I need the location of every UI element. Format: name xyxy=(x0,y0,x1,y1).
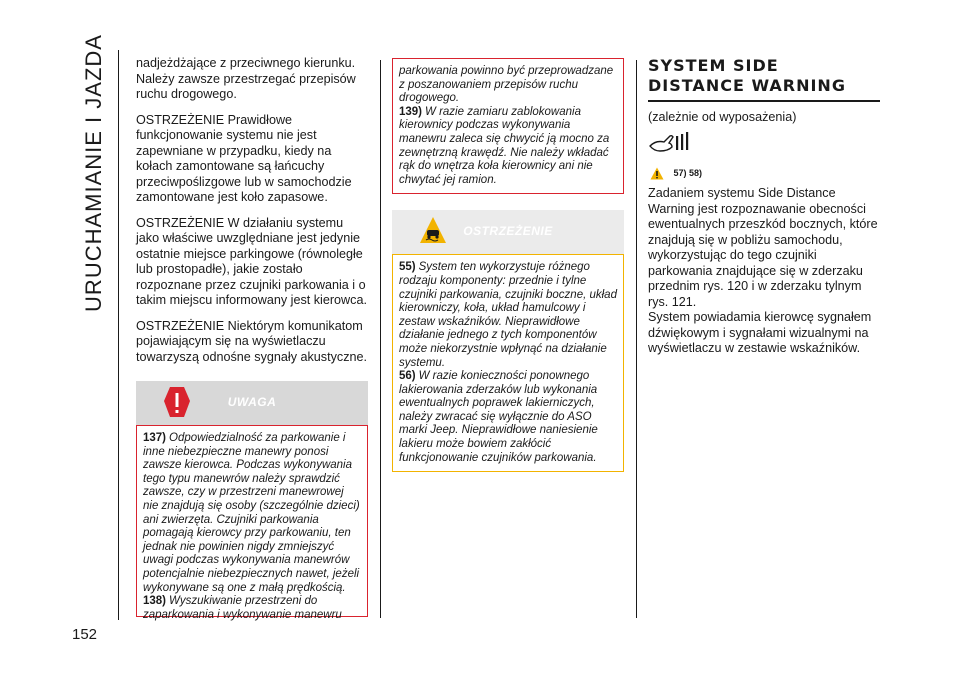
list-item: 139) W razie zamiaru zablokowania kierownicy podczas wykonywania manewru zaleca się chwycić ją mocno za zewnętrzną krawędź. Nie należy wkładać rąk do wnętrza koła kierownicy ani nie chwytać jej ramion. xyxy=(399,105,610,186)
list-item: 55) System ten wykorzystuje różnego rodzaju komponenty: przednie i tylne czujniki parkowania, czujniki boczne, układ kierowniczy, koła, układ hamulcowy i zestaw wskaźników. Nieprawidłowe działanie jednego z tych komponentów może niekorzystnie wpłynąć na działanie systemu. xyxy=(399,261,617,369)
footnote-refs: 57) 58) xyxy=(673,168,703,178)
warning-label: UWAGA xyxy=(227,395,277,409)
list-item: 138) Wyszukiwanie przestrzeni do zaparkowania i wykonywanie manewru xyxy=(143,595,342,621)
list-item: 56) W razie konieczności ponownego lakierowania zderzaków lub wykonania ewentualnych poprawek lakierniczych, należy zwracać się wyłącznie do ASO marki Jeep. Nieprawidłowe naniesienie lakieru może bowiem zakłócić funkcjonowanie czujników parkowania. xyxy=(399,370,598,464)
page-number: 152 xyxy=(72,626,98,643)
paragraph: OSTRZEŻENIE W działaniu systemu jako właściwe uwzględniane jest jedynie ostatnie miejsce parkingowe (równoległe lub prostopadłe), jakie zostało rozpoznane przez czujniki parkowania i o takim miejscu informowany jest kierowca. xyxy=(136,215,367,307)
warning-triangle-icon xyxy=(650,167,664,180)
references-row xyxy=(650,166,880,180)
caution-label: OSTRZEŻENIE xyxy=(463,224,553,239)
list-item: 137) Odpowiedzialność za parkowanie i inne niebezpieczne manewry ponosi zawsze kierowca. Podczas wykonywania tego typu manewrów należy sprawdzić zawsze, czy w przestrzeni manewrowej nie znajdują się osoby (szczególnie dzieci) ani zwierzęta. Czujniki parkowania pomagają kierowcy przy parkowaniu, ten jednak nie powinien nigdy zmniejszyć uwagi podczas wykonywania manewrów potencjalnie niebezpiecznych nawet, jeżeli wykonywane są one z małą prędkością. xyxy=(143,432,360,594)
hand-sensor-icon xyxy=(648,132,692,154)
paragraph: System powiadamia kierowcę sygnałem dźwiękowym i sygnałami wizualnymi na wyświetlaczu w zestawie wskaźników. xyxy=(648,310,872,355)
paragraph: OSTRZEŻENIE Prawidłowe funkcjonowanie systemu nie jest zapewniane w przypadku, kiedy na kołach zamontowane są łańcuchy przeciwpoślizgowe lub w samochodzie zamontowane jest koło zapasowe. xyxy=(136,112,352,204)
column-divider-1 xyxy=(380,60,381,618)
subtitle: (zależnie od wyposażenia) xyxy=(648,110,797,124)
paragraph: Zadaniem systemu Side Distance Warning jest rozpoznawanie obecności ewentualnych przeszkód bocznych, które znajdują się w pobliżu samochodu, wykorzystując do tego czujniki parkowania znajdujące się w zderzaku przednim rys. 120 i w zderzaku tylnym rys. 121. xyxy=(648,186,878,309)
paragraph: OSTRZEŻENIE Niektórym komunikatom pojawiającym się na wyświetlaczu towarzyszą odnośne sygnały akustyczne. xyxy=(136,318,368,364)
caution-banner xyxy=(392,210,624,254)
column-2 xyxy=(392,58,624,472)
paragraph: parkowania powinno być przeprowadzane z poszanowaniem przepisów ruchu drogowego. xyxy=(399,65,614,105)
warning-box-continued xyxy=(392,58,624,194)
caution-box xyxy=(392,254,624,472)
paragraph: nadjeżdżające z przeciwnego kierunku. Należy zawsze przestrzegać przepisów ruchu drogowego. xyxy=(136,56,356,101)
warning-banner xyxy=(136,381,368,425)
column-3 xyxy=(648,56,880,367)
section-heading: SYSTEM SIDE DISTANCE WARNING xyxy=(648,56,880,102)
column-divider-2 xyxy=(636,60,637,618)
chapter-title: URUCHAMIANIE I JAZDA xyxy=(81,34,106,312)
column-1 xyxy=(136,56,368,621)
side-rule xyxy=(118,50,119,620)
warning-box xyxy=(136,425,368,621)
